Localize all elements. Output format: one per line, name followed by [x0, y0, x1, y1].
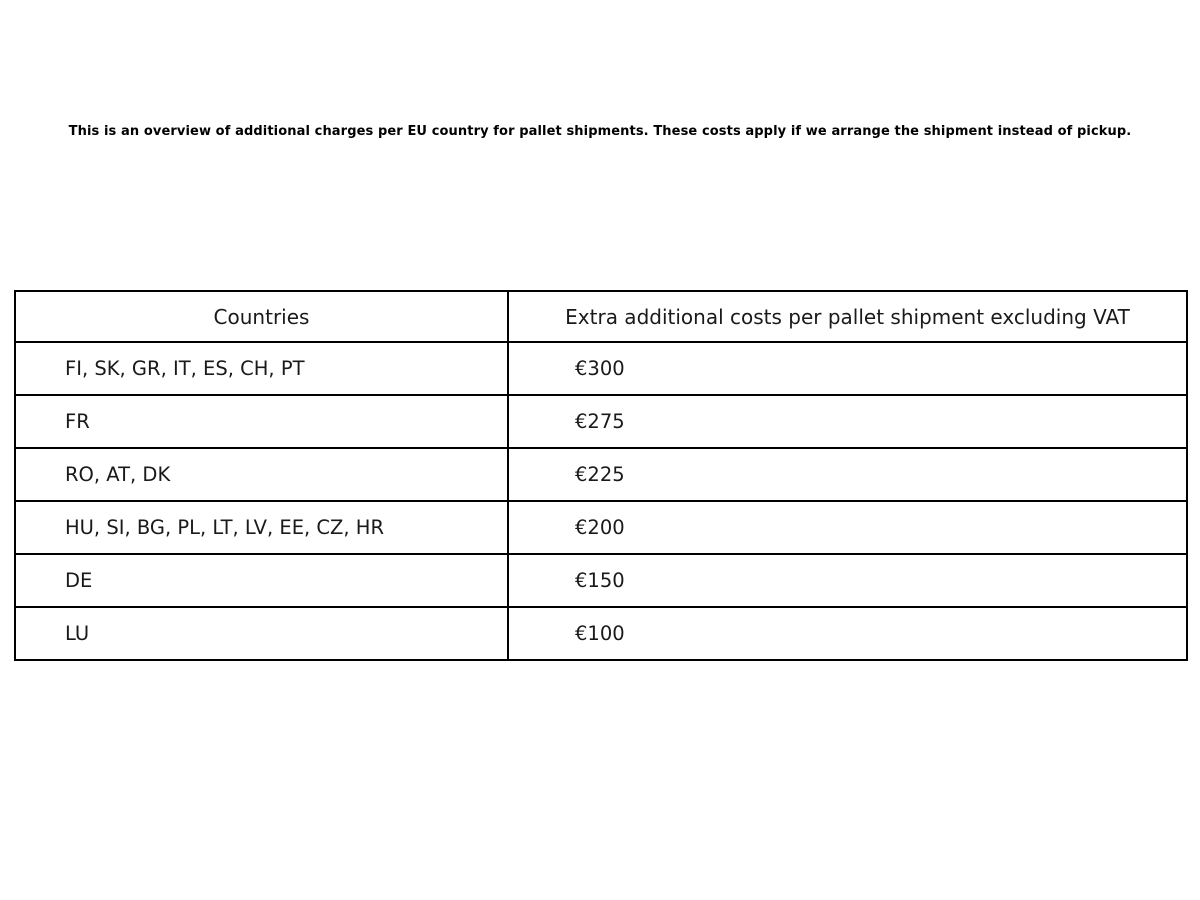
cost-cell: €100 — [508, 607, 1187, 660]
charges-table — [14, 290, 1188, 661]
cost-cell: €200 — [508, 501, 1187, 554]
table-header-row — [15, 291, 1187, 342]
table-row — [15, 448, 1187, 501]
intro-text: This is an overview of additional charges per EU country for pallet shipments. These costs apply if we arrange the shipment instead of pickup. — [68, 124, 1132, 139]
cost-cell: €300 — [508, 342, 1187, 395]
countries-cell: RO, AT, DK — [15, 448, 508, 501]
table-row — [15, 554, 1187, 607]
cost-cell: €225 — [508, 448, 1187, 501]
countries-cell: FR — [15, 395, 508, 448]
countries-cell: HU, SI, BG, PL, LT, LV, EE, CZ, HR — [15, 501, 508, 554]
cost-header: Extra additional costs per pallet shipment excluding VAT — [508, 291, 1187, 342]
countries-cell: LU — [15, 607, 508, 660]
countries-header: Countries — [15, 291, 508, 342]
table-row — [15, 501, 1187, 554]
table-row — [15, 607, 1187, 660]
table-row — [15, 342, 1187, 395]
table-row — [15, 395, 1187, 448]
cost-cell: €275 — [508, 395, 1187, 448]
countries-cell: DE — [15, 554, 508, 607]
countries-cell: FI, SK, GR, IT, ES, CH, PT — [15, 342, 508, 395]
cost-cell: €150 — [508, 554, 1187, 607]
